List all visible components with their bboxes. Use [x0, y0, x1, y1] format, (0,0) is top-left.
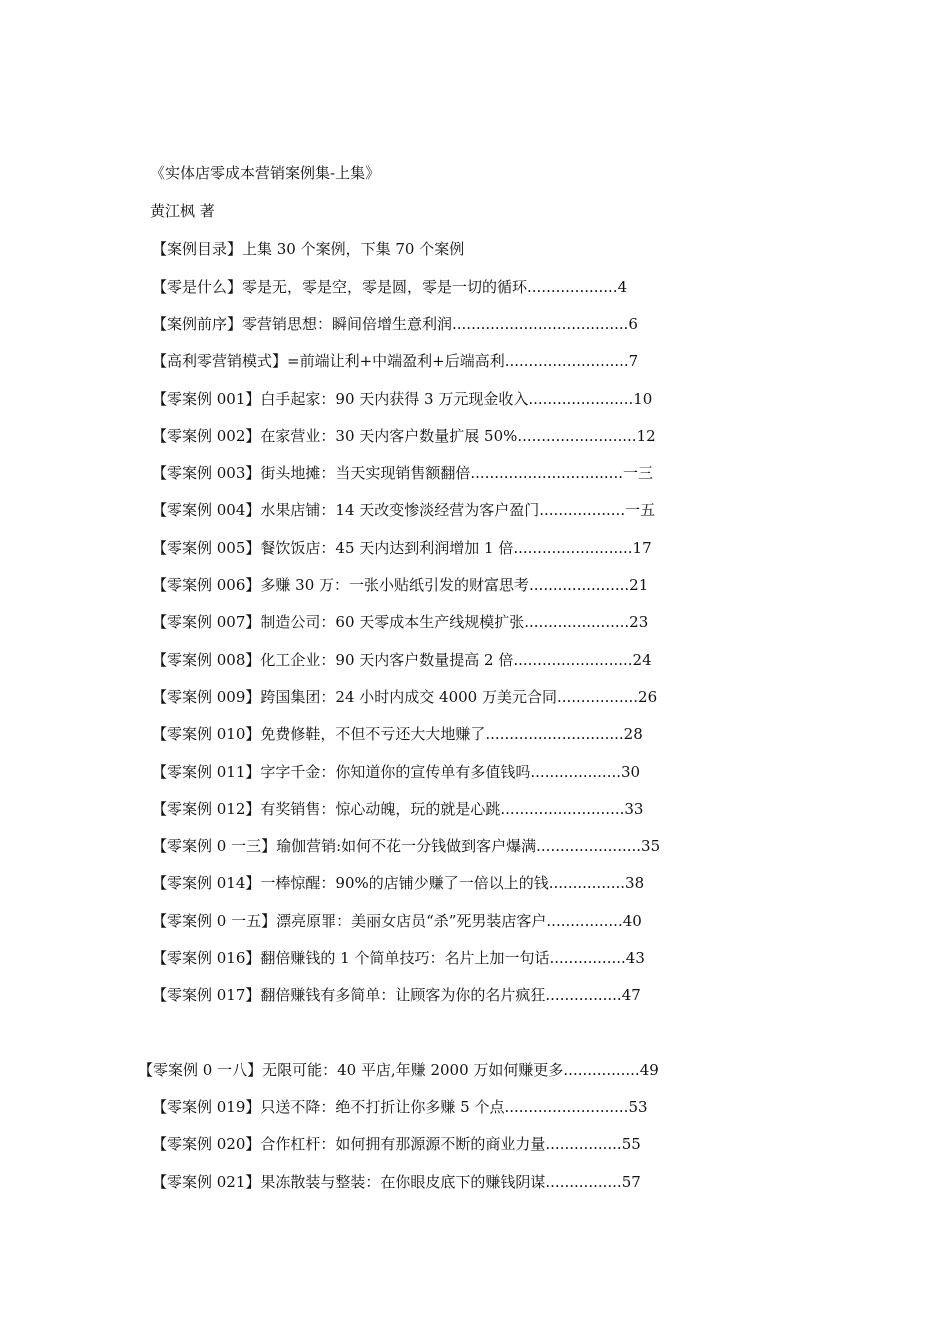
toc-entry: 【零案例 002】在家营业：30 天内客户数量扩展 50%.........................12 [152, 427, 656, 445]
toc-entry: 【案例前序】零营销思想：瞬间倍增生意利润.....................................6 [152, 315, 638, 333]
toc-entry: 【零是什么】零是无，零是空，零是圆，零是一切的循环...................4 [152, 278, 628, 296]
toc-entry: 【零案例 019】只送不降：绝不打折让你多赚 5 个点..........................53 [152, 1098, 648, 1116]
toc-entry: 【零案例 0 一五】漂亮原罪：美丽女店员“杀”死男装店客户................40 [152, 912, 642, 930]
toc-entry: 【高利零营销模式】=前端让利+中端盈利+后端高利..........................7 [152, 352, 639, 370]
toc-entry: 【零案例 021】果冻散装与整装：在你眼皮底下的赚钱阴谋................57 [152, 1173, 641, 1191]
toc-entry: 【零案例 0 一八】无限可能：40 平店,年赚 2000 万如何赚更多................49 [138, 1061, 659, 1079]
toc-entry: 【零案例 008】化工企业：90 天内客户数量提高 2 倍.........................24 [152, 651, 652, 669]
toc-entry: 【零案例 007】制造公司：60 天零成本生产线规模扩张......................23 [152, 613, 649, 631]
toc-entry: 【零案例 017】翻倍赚钱有多简单：让顾客为你的名片疯狂................47 [152, 986, 641, 1004]
toc-entry: 【零案例 011】字字千金：你知道你的宣传单有多值钱吗...................30 [152, 763, 641, 781]
toc-entry: 【零案例 012】有奖销售：惊心动魄，玩的就是心跳..........................33 [152, 800, 644, 818]
toc-entry: 【零案例 009】跨国集团：24 小时内成交 4000 万美元合同.................26 [152, 688, 658, 706]
toc-entry: 【零案例 0 一三】瑜伽营销:如何不花一分钱做到客户爆满......................35 [152, 837, 661, 855]
document-title: 《实体店零成本营销案例集-上集》 [150, 164, 381, 182]
toc-entry: 【零案例 006】多赚 30 万：一张小贴纸引发的财富思考.....................21 [152, 576, 649, 594]
document-author: 黄江枫 著 [150, 202, 215, 220]
toc-entry: 【案例目录】上集 30 个案例，下集 70 个案例 [152, 240, 465, 258]
toc-entry: 【零案例 020】合作杠杆：如何拥有那源源不断的商业力量................55 [152, 1135, 641, 1153]
toc-entry: 【零案例 004】水果店铺：14 天改变惨淡经营为客户盈门..................一五 [152, 501, 656, 519]
toc-entry: 【零案例 001】白手起家：90 天内获得 3 万元现金收入......................10 [152, 390, 653, 408]
toc-entry: 【零案例 005】餐饮饭店：45 天内达到利润增加 1 倍.........................17 [152, 539, 652, 557]
toc-entry: 【零案例 014】一棒惊醒：90%的店铺少赚了一倍以上的钱................38 [152, 874, 645, 892]
toc-entry: 【零案例 010】免费修鞋，不但不亏还大大地赚了.............................28 [152, 725, 643, 743]
toc-entry: 【零案例 016】翻倍赚钱的 1 个简单技巧：名片上加一句话................43 [152, 949, 645, 967]
toc-entry: 【零案例 003】街头地摊：当天实现销售额翻倍................................一三 [152, 464, 653, 482]
